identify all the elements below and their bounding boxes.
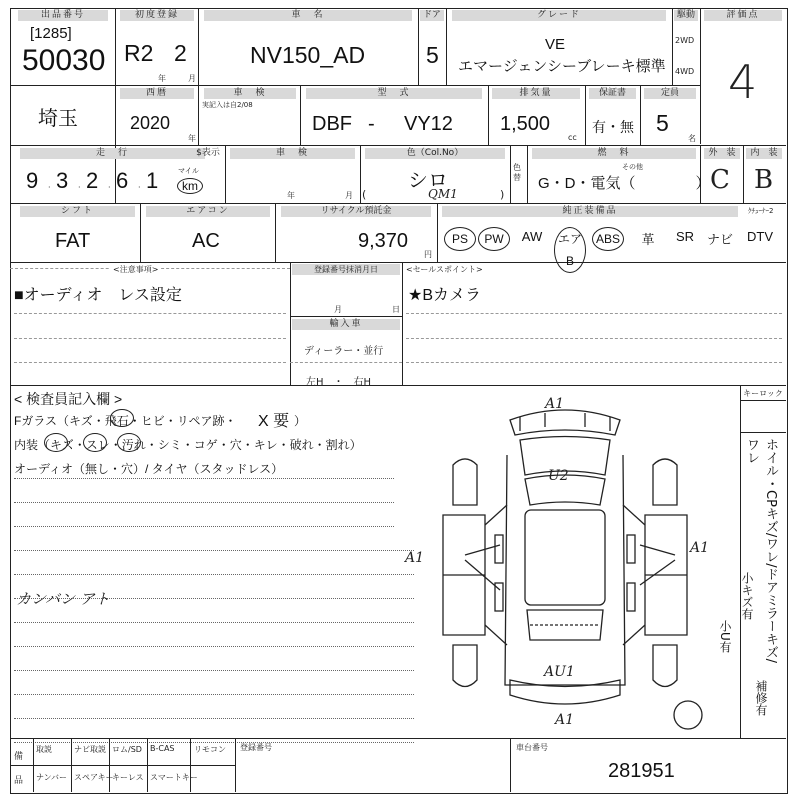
import-handle: 左H ・ 右H [306,377,372,388]
right-front-window [627,535,635,563]
inspection-line1: Fガラス（キズ・飛石・ヒビ・リペア跡・ [14,414,237,428]
interior-label: 内 装 [746,148,782,159]
mark-rear: AU1 [544,664,575,680]
inspection-line2: 内装（キズ・スレ・汚れ・シミ・コゲ・穴・キレ・破れ・割れ） [14,438,362,452]
divider [225,145,226,203]
recycle-unit: 円 [424,250,432,259]
ruled-line [14,670,414,671]
divider [527,145,528,203]
side-text4: 補修有 [754,680,768,716]
shaken-label: 車 検 [230,148,355,159]
warranty: 有・無 [592,119,634,135]
divider [290,262,291,385]
divider [406,338,782,339]
import-label: 輸入車 [292,319,400,330]
divider [10,203,786,204]
score-label: 評価点 [704,10,782,21]
chassis-number: 281951 [608,760,675,782]
mileage-digit: 9 [26,168,39,193]
grade-label: グレード [452,10,666,21]
drive-2wd: 2WD [675,36,695,45]
color-paren: ) [500,188,505,201]
model-code: VY12 [404,113,453,135]
equipment-item: DTV [747,229,773,244]
divider [198,8,199,85]
color: シロ [408,170,448,192]
divider [10,262,786,263]
displacement-label: 排気量 [492,88,580,99]
mark-top: A1 [545,396,565,412]
chip-circle [110,409,134,427]
displacement: 1,500 [500,113,551,135]
interior-grade: B [754,165,774,195]
roof [525,510,605,605]
divider [147,738,148,792]
tuner-label: ｸﾁｭｰﾅｰ2 [748,207,774,215]
model-code-prefix: DBF [312,113,352,135]
shaken-year-unit: 年 [287,191,295,200]
rear-right-fender [653,645,677,687]
divider [109,738,110,792]
side-text2: 小キズ有 [740,572,754,620]
scuff-circle [83,433,107,452]
equipment-item: ナビ [706,232,733,247]
divider [418,8,419,85]
inspection-title: < 検査員記入欄 > [14,391,123,407]
mark-left: A1 [405,550,425,566]
capacity-label: 定員 [644,88,696,99]
sales-text: ★Bカメラ [408,287,482,304]
divider [406,362,782,363]
divider [10,85,700,86]
ruled-line [14,478,394,479]
divider [672,8,673,85]
drive-4wd: 4WD [675,67,695,76]
reg-month: 2 [174,40,187,66]
mileage-digit: 3 [56,168,69,193]
color-label: 色（Col.No） [365,148,505,159]
mileage-separator: · [78,183,81,192]
ruled-line [14,622,414,623]
doors: 5 [426,42,439,68]
import-dealer: ディーラー・並行 [304,346,384,357]
footer-item: キーレス [112,773,144,782]
capacity: 5 [656,110,669,136]
aircon-label: エアコン [146,206,270,217]
ruled-line [14,718,414,719]
divider [510,145,511,203]
lot-label: 出品番号 [18,10,108,21]
mileage-label: 走 行 [20,148,205,159]
footer-item: B-CAS [150,744,175,753]
footer-item: スマートキー [150,773,198,782]
ruled-line [14,526,394,527]
storage-day: 日 [392,305,400,314]
divider [14,362,286,363]
grade-line2: エマージェンシーブレーキ標準 [458,58,666,75]
divider [190,738,191,792]
divider [300,85,301,145]
model-code-label: 型 式 [306,88,482,99]
year-value: 2020 [130,113,171,133]
key-lock-label: キーロック [743,389,783,398]
equipment-item: エアB [554,227,586,273]
inspection-handwritten: カンバン アト [16,590,110,608]
meter-label: $表示 [196,148,220,158]
fuel-label: 燃 料 [532,148,696,159]
divider [360,145,361,203]
ruled-line [14,694,414,695]
doors-label: ドア [420,10,444,21]
month-unit: 月 [188,74,196,83]
divider [640,85,641,145]
divider [700,8,701,144]
inspection-label: 車 検 [204,88,296,99]
mileage-unit: km [177,178,203,194]
divider [235,738,236,792]
ruled-line [14,646,414,647]
divider [71,738,72,792]
mileage-digit: 6 [116,168,129,193]
score-value: 4 [728,55,758,109]
aircon: AC [192,230,220,252]
mileage-separator: · [138,183,141,192]
divider [198,85,199,145]
model-code-dash: - [368,113,375,135]
footer-item: ナンバー [36,773,68,782]
exterior-grade: C [710,165,730,195]
divider [290,316,402,317]
ruled-line [14,502,394,503]
divider [488,85,489,145]
recycle: 9,370 [358,230,409,252]
equipment-item: AW [521,229,543,244]
footer-item: リモコン [194,745,226,754]
exterior-label: 外 装 [704,148,740,159]
divider [510,738,511,792]
inspection-line3: オーディオ（無し・穴）/ タイヤ（スタッドレス） [14,462,284,476]
side-text3: 小U有 [718,620,732,653]
divider [585,85,586,145]
divider [140,203,141,262]
color-code: QM1 [428,187,458,201]
scratch-circle [44,433,68,452]
divider [740,385,741,738]
left-front-window [495,535,503,563]
divider [290,362,402,363]
equipment-item: 革 [641,232,655,247]
mileage-digit: 2 [86,168,99,193]
caution-label: <注意事項> [110,264,161,275]
year-label: 西暦 [120,88,194,99]
front-bumper [510,410,620,435]
inspection-line1-end: ） [294,414,307,428]
divider [14,338,286,339]
shift: FAT [55,230,91,252]
color-paren: ( [362,188,367,201]
equipment-item: SR [675,229,695,244]
shift-label: シフト [20,206,135,217]
divider [740,432,786,433]
fuel: G・D・電気（ ） [538,175,711,192]
side-text: ホイル・CPキズ/ワレ/ドアミラーキズ/ワレ [744,438,778,664]
sales-label: <セールスポイント> [406,265,483,274]
capacity-unit: 名 [688,134,696,143]
rear-left-fender [453,645,477,687]
equipment-item: PW [478,227,510,251]
divider [33,738,34,792]
divider [10,765,235,766]
chassis-label: 車台番号 [516,743,548,752]
ruled-line [14,742,414,743]
divider [402,262,403,385]
recycle-label: リサイクル預託金 [281,206,431,217]
equipment-item: PS [444,227,476,251]
mileage-separator: · [108,183,111,192]
shaken-month-unit: 月 [345,191,353,200]
divider [446,8,447,85]
right-rear-window [627,583,635,611]
divider [14,313,286,314]
equipment-label: 純正装備品 [442,206,738,217]
divider [406,313,782,314]
repaint-label: 色替 [513,163,521,182]
footer-item: ロム/SD [112,745,142,754]
body-outline [505,455,625,685]
displacement-unit: cc [568,133,577,142]
footer-item: 取説 [36,745,52,754]
mark-roof: U2 [548,468,569,484]
first-reg-label: 初度登録 [120,10,194,21]
caution-text: ■オーディオ レス設定 [14,287,182,304]
mark-right: A1 [690,540,710,556]
year-unit: 年 [188,134,196,143]
divider [743,145,744,203]
divider [275,203,276,262]
drive-label: 駆動 [674,10,698,21]
mileage-unit-top: マイル [178,167,199,175]
front-left-fender [453,459,477,505]
mileage-separator: · [48,183,51,192]
ruled-line [14,550,414,551]
region: 埼玉 [38,108,78,130]
divider [437,203,438,262]
dirt-circle [117,433,141,452]
equipment-item: ABS [592,227,624,251]
model-label: 車 名 [204,10,412,21]
era-year: R2 [124,40,154,66]
divider [10,385,786,386]
model-name: NV150_AD [250,42,366,68]
inspection-note: 実記入は自2/08 [202,101,253,109]
year-unit: 年 [158,74,166,83]
spare-wheel-icon [674,701,702,729]
front-right-fender [653,459,677,505]
lot-number: 50030 [22,44,106,77]
storage-label: 登録番号抹消月日 [292,264,400,275]
ruled-line [14,574,414,575]
equip-label: 備品 [14,752,24,786]
footer-item: スペアキー [74,773,114,782]
footer-item: ナビ取説 [74,745,106,754]
storage-month: 月 [334,305,342,314]
car-diagram [425,395,715,735]
fuel-other: その他 [622,163,643,171]
divider [10,738,786,739]
rear-bumper [510,680,620,704]
registration-label: 登録番号 [240,743,272,752]
lot-prefix: [1285] [30,25,72,42]
mileage-digit: 1 [146,168,159,193]
divider [740,400,786,401]
inspection-line1-mark: X 要 [258,413,290,430]
grade-line1: VE [545,36,566,53]
divider [10,145,700,146]
warranty-label: 保証書 [589,88,636,99]
mark-bottom: A1 [555,712,575,728]
